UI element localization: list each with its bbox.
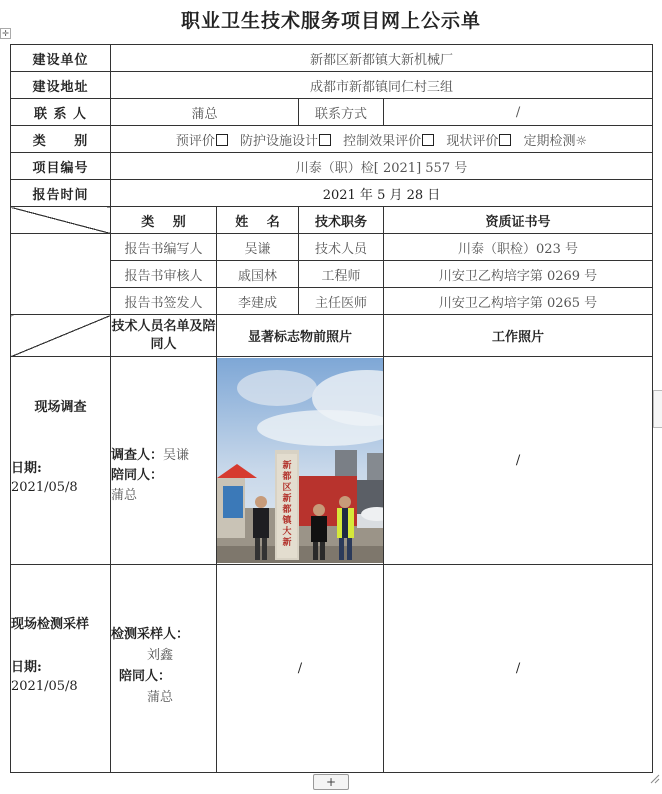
sampling-title-cell: [11, 565, 111, 773]
contact-method-label: 联系方式: [299, 99, 384, 126]
notice-table: [10, 44, 653, 773]
add-row-button[interactable]: +: [313, 774, 349, 790]
contact-method-value: /: [384, 99, 653, 126]
staff-title: 主任医师: [299, 288, 384, 315]
staff-header-name: 姓 名: [217, 207, 299, 234]
staff-role: 报告书签发人: [111, 288, 217, 315]
landmark-photo-cell: [217, 357, 384, 565]
staff-name: 李建成: [217, 288, 299, 315]
address-label: 建设地址: [11, 72, 111, 99]
category-option-periodic[interactable]: 定期检测☼: [523, 133, 588, 149]
checkbox-icon: [319, 134, 331, 146]
side-scroll-handle[interactable]: [653, 390, 662, 428]
landmark-photo: [217, 358, 384, 563]
category-options: [111, 126, 653, 153]
diagonal-cell: [11, 207, 111, 234]
photo-header-staff-list: 技术人员名单及陪同人: [111, 315, 217, 357]
sampler-name: 刘鑫: [147, 647, 174, 663]
project-no-label: 项目编号: [11, 153, 111, 180]
photo-header-work: 工作照片: [384, 315, 653, 357]
sign-text: 新都区新都镇大新: [282, 461, 292, 548]
staff-header-category: 类 别: [111, 207, 217, 234]
staff-cert: 川安卫乙构培字第 0269 号: [384, 261, 653, 288]
sampling-people-cell: [111, 565, 217, 773]
sampling-work-photo: /: [515, 661, 521, 676]
staff-role: 报告书编写人: [111, 234, 217, 261]
contact-value: 蒲总: [111, 99, 299, 126]
sampling-landmark-photo: /: [297, 661, 303, 676]
staff-role: 报告书审核人: [111, 261, 217, 288]
sampling-date: 2021/05/8: [11, 679, 78, 694]
photo-header-landmark: 显著标志物前照片: [217, 315, 384, 357]
companion-label: 陪同人：: [111, 467, 164, 483]
sampler-label: 检测采样人：: [111, 626, 190, 642]
checkbox-icon: [499, 134, 511, 146]
category-option-control-effect[interactable]: 控制效果评价: [343, 134, 434, 149]
staff-header-title: 技术职务: [299, 207, 384, 234]
survey-work-photo: /: [515, 453, 521, 468]
page-title: 职业卫生技术服务项目网上公示单: [180, 10, 481, 32]
project-no-value: 川泰（职）检[ 2021] 557 号: [111, 153, 653, 180]
checked-mark-icon: ☼: [575, 133, 588, 149]
sampling-landmark-photo-cell: [217, 565, 384, 773]
sampling-date-label: 日期:: [11, 660, 42, 675]
survey-title: 现场调查: [34, 400, 87, 415]
category-label-text: 类 别: [32, 133, 89, 149]
survey-people-cell: [111, 357, 217, 565]
staff-cert: 川泰（职检）023 号: [384, 234, 653, 261]
investigator-name: 吴谦: [163, 447, 190, 463]
contact-label: 联 系 人: [11, 99, 111, 126]
sampling-companion-name: 蒲总: [147, 689, 174, 705]
diagonal-cell: [11, 315, 111, 357]
category-label: [11, 126, 111, 153]
report-time-value: 2021 年 5 月 28 日: [111, 180, 653, 207]
companion-name: 蒲总: [111, 487, 138, 503]
category-option-protection-design[interactable]: 防护设施设计: [240, 134, 331, 149]
category-option-pre-assessment[interactable]: 预评价: [176, 134, 228, 149]
survey-date: 2021/05/8: [11, 480, 78, 495]
row-project-no: [11, 153, 653, 180]
staff-blank-cell: [11, 234, 111, 315]
staff-header-row: [11, 207, 653, 234]
row-category: [11, 126, 653, 153]
staff-title: 工程师: [299, 261, 384, 288]
move-icon[interactable]: ✛: [0, 28, 11, 39]
category-option-status[interactable]: 现状评价: [446, 134, 511, 149]
staff-cert: 川安卫乙构培字第 0265 号: [384, 288, 653, 315]
sampling-title: 现场检测采样: [11, 617, 90, 632]
row-unit: [11, 45, 653, 72]
row-report-time: [11, 180, 653, 207]
unit-value: 新都区新都镇大新机械厂: [111, 45, 653, 72]
resize-handle-icon[interactable]: [650, 774, 660, 784]
row-contact: [11, 99, 653, 126]
unit-label: 建设单位: [11, 45, 111, 72]
staff-title: 技术人员: [299, 234, 384, 261]
staff-name: 吴谦: [217, 234, 299, 261]
survey-row: [11, 357, 653, 565]
staff-header-cert: 资质证书号: [384, 207, 653, 234]
survey-title-cell: [11, 357, 111, 565]
sampling-row: [11, 565, 653, 773]
checkbox-icon: [216, 134, 228, 146]
address-value: 成都市新都镇同仁村三组: [111, 72, 653, 99]
survey-date-label: 日期:: [11, 461, 42, 476]
staff-name: 戚国林: [217, 261, 299, 288]
investigator-label: 调查人：: [111, 447, 164, 463]
sampling-work-photo-cell: [384, 565, 653, 773]
survey-work-photo-cell: [384, 357, 653, 565]
report-time-label: 报告时间: [11, 180, 111, 207]
sampling-companion-label: 陪同人：: [119, 668, 172, 684]
staff-row: [11, 234, 653, 261]
photo-header-row: [11, 315, 653, 357]
checkbox-icon: [422, 134, 434, 146]
row-address: [11, 72, 653, 99]
